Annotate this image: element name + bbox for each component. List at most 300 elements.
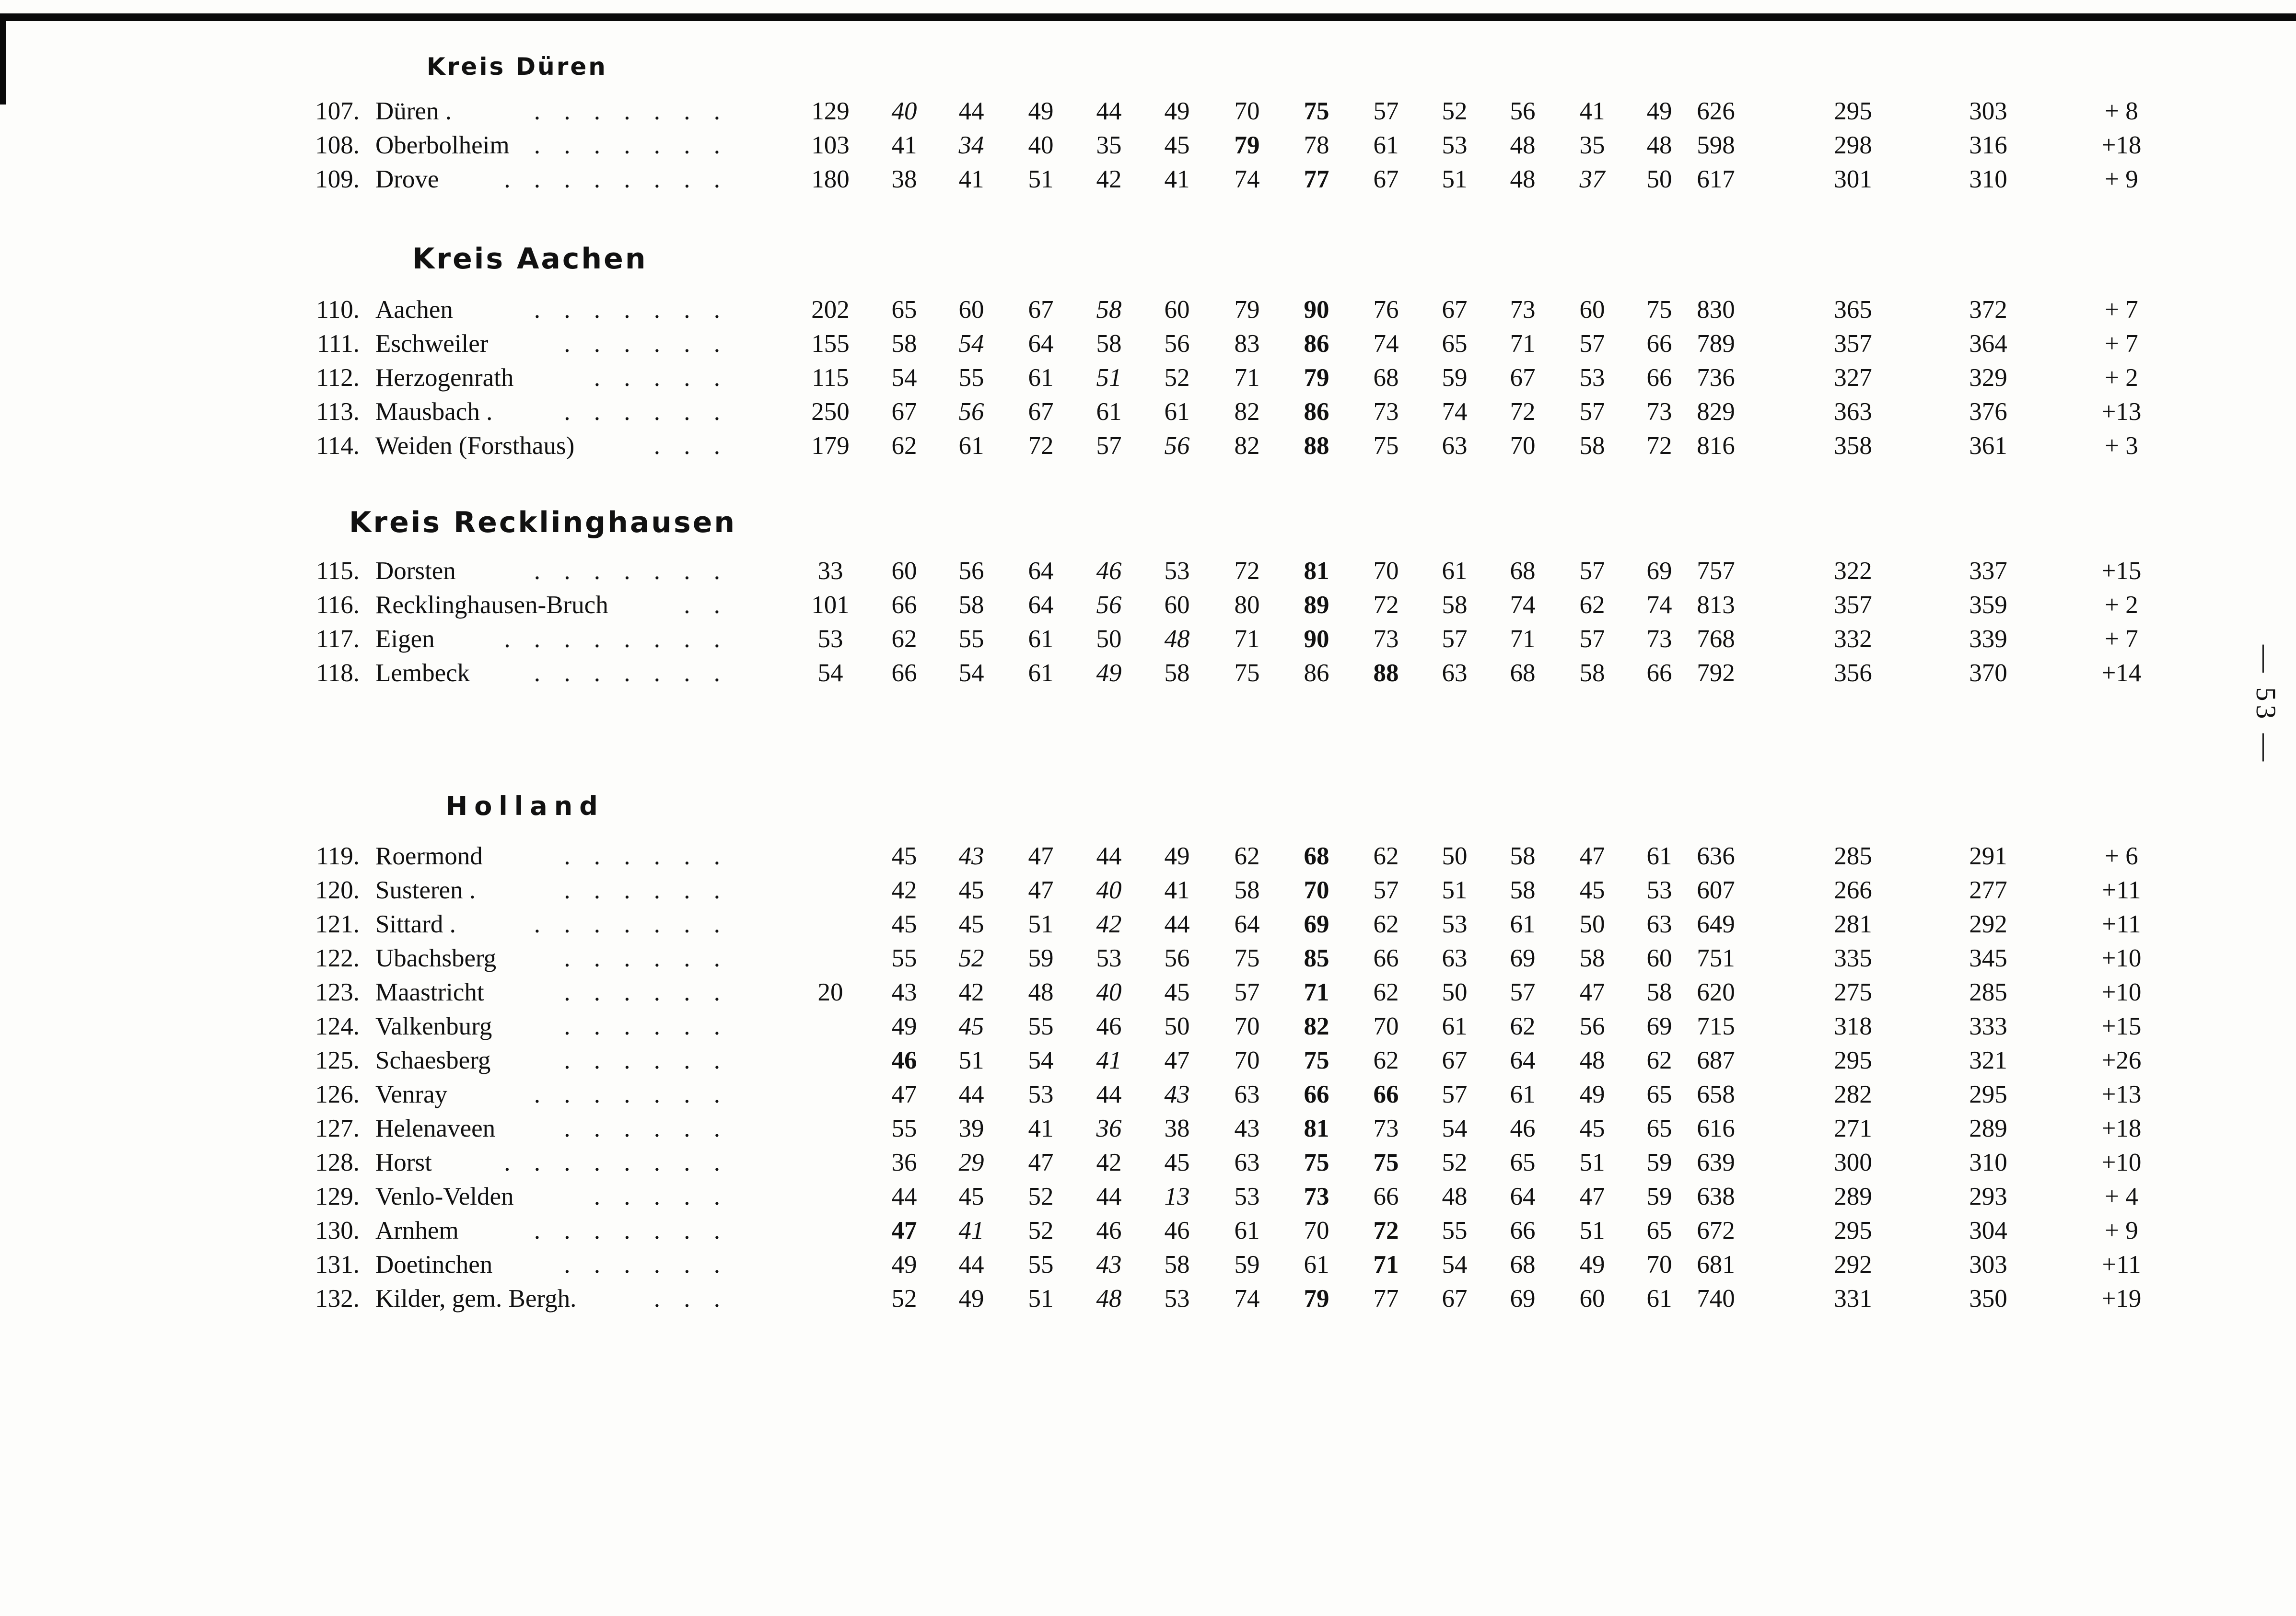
month-value: 66 [891, 659, 917, 687]
month-value: 52 [958, 944, 984, 972]
half-b-value: 292 [1969, 910, 2007, 938]
half-a-value: 282 [1834, 1081, 1872, 1108]
month-value: 55 [958, 364, 984, 392]
month-value: 57 [1579, 330, 1605, 358]
total-value: 658 [1697, 1081, 1735, 1108]
month-value: 61 [1164, 398, 1190, 426]
month-value: 42 [958, 978, 984, 1006]
month-value: 67 [891, 398, 917, 426]
month-value: 66 [1646, 330, 1672, 358]
month-value: 68 [1304, 842, 1329, 870]
total-value: 617 [1697, 165, 1735, 193]
table-row [0, 941, 2296, 976]
month-value: 71 [1234, 625, 1260, 653]
month-value: 44 [958, 1251, 984, 1279]
first-column-value: 202 [811, 296, 850, 324]
month-value: 54 [958, 659, 984, 687]
total-value: 607 [1697, 876, 1735, 904]
month-value: 52 [1164, 364, 1190, 392]
month-value: 57 [1234, 978, 1260, 1006]
difference-value: +19 [2101, 1285, 2142, 1313]
total-value: 789 [1697, 330, 1735, 358]
first-column-value: 250 [811, 398, 850, 426]
row-number: 107. [315, 97, 360, 125]
month-value: 63 [1442, 944, 1468, 972]
month-value: 68 [1510, 659, 1536, 687]
month-value: 57 [1373, 876, 1399, 904]
month-value: 82 [1234, 398, 1260, 426]
month-value: 58 [1510, 842, 1536, 870]
month-value: 58 [1164, 1251, 1190, 1279]
difference-value: +10 [2101, 1149, 2142, 1176]
month-value: 69 [1304, 910, 1329, 938]
table-row [0, 1145, 2296, 1180]
table-row [0, 128, 2296, 163]
half-a-value: 332 [1834, 625, 1872, 653]
month-value: 42 [1096, 910, 1122, 938]
month-value: 44 [1096, 1081, 1122, 1108]
leader-dots: . . . [653, 432, 729, 460]
month-value: 48 [1510, 131, 1536, 159]
place-name: Recklinghausen-Bruch [375, 591, 608, 619]
month-value: 53 [1028, 1081, 1054, 1108]
row-number: 121. [315, 910, 360, 938]
month-value: 61 [1234, 1217, 1260, 1244]
month-value: 52 [1442, 97, 1468, 125]
month-value: 58 [1164, 659, 1190, 687]
total-value: 792 [1697, 659, 1735, 687]
month-value: 45 [958, 876, 984, 904]
month-value: 75 [1373, 1149, 1399, 1176]
total-value: 830 [1697, 296, 1735, 324]
difference-value: + 3 [2105, 432, 2138, 460]
month-value: 64 [1028, 591, 1054, 619]
month-value: 43 [1164, 1081, 1190, 1108]
place-name: Maastricht [375, 978, 484, 1006]
total-value: 751 [1697, 944, 1735, 972]
month-value: 49 [1579, 1251, 1605, 1279]
difference-value: +14 [2101, 659, 2142, 687]
difference-value: + 2 [2105, 364, 2138, 392]
month-value: 70 [1234, 1012, 1260, 1040]
month-value: 44 [891, 1183, 917, 1210]
month-value: 88 [1304, 432, 1329, 460]
month-value: 54 [1442, 1251, 1468, 1279]
month-value: 49 [1028, 97, 1054, 125]
month-value: 56 [1164, 944, 1190, 972]
month-value: 66 [1510, 1217, 1536, 1244]
first-column-value: 101 [811, 591, 850, 619]
leader-dots: . . . . . . [564, 842, 729, 870]
month-value: 75 [1304, 97, 1329, 125]
month-value: 41 [1579, 97, 1605, 125]
place-name: Schaesberg [375, 1046, 491, 1074]
row-number: 108. [315, 131, 360, 159]
total-value: 598 [1697, 131, 1735, 159]
month-value: 49 [1164, 842, 1190, 870]
place-name: Sittard . [375, 910, 456, 938]
first-column-value: 155 [811, 330, 850, 358]
total-value: 616 [1697, 1115, 1735, 1142]
leader-dots: . . . . . . [564, 944, 729, 972]
month-value: 38 [891, 165, 917, 193]
difference-value: + 9 [2105, 1217, 2138, 1244]
table-row [0, 839, 2296, 873]
row-number: 111. [317, 330, 360, 358]
month-value: 68 [1373, 364, 1399, 392]
month-value: 75 [1304, 1046, 1329, 1074]
half-a-value: 295 [1834, 1046, 1872, 1074]
month-value: 67 [1373, 165, 1399, 193]
leader-dots: . . . . . . [564, 978, 729, 1006]
month-value: 62 [1373, 842, 1399, 870]
month-value: 73 [1373, 398, 1399, 426]
month-value: 55 [891, 1115, 917, 1142]
row-number: 130. [315, 1217, 360, 1244]
row-number: 122. [315, 944, 360, 972]
month-value: 71 [1510, 625, 1536, 653]
table-row [0, 588, 2296, 622]
month-value: 82 [1234, 432, 1260, 460]
month-value: 52 [891, 1285, 917, 1313]
month-value: 48 [1510, 165, 1536, 193]
row-number: 120. [315, 876, 360, 904]
half-b-value: 337 [1969, 557, 2007, 585]
first-column-value: 115 [812, 364, 849, 392]
month-value: 62 [1234, 842, 1260, 870]
month-value: 58 [1646, 978, 1672, 1006]
month-value: 76 [1373, 296, 1399, 324]
table-row [0, 395, 2296, 429]
month-value: 66 [1646, 364, 1672, 392]
month-value: 79 [1304, 1285, 1329, 1313]
place-name: Lembeck [375, 659, 470, 687]
month-value: 54 [958, 330, 984, 358]
month-value: 41 [1164, 876, 1190, 904]
month-value: 67 [1510, 364, 1536, 392]
month-value: 61 [1028, 625, 1054, 653]
month-value: 69 [1646, 557, 1672, 585]
half-b-value: 304 [1969, 1217, 2007, 1244]
month-value: 36 [891, 1149, 917, 1176]
total-value: 829 [1697, 398, 1735, 426]
month-value: 72 [1028, 432, 1054, 460]
table-row [0, 94, 2296, 128]
first-column-value: 20 [817, 978, 843, 1006]
half-b-value: 277 [1969, 876, 2007, 904]
total-value: 681 [1697, 1251, 1735, 1279]
month-value: 71 [1234, 364, 1260, 392]
month-value: 51 [1028, 910, 1054, 938]
month-value: 74 [1510, 591, 1536, 619]
difference-value: +26 [2101, 1046, 2142, 1074]
place-name: Ubachsberg [375, 944, 497, 972]
row-number: 110. [316, 296, 360, 324]
table-row [0, 554, 2296, 588]
month-value: 86 [1304, 398, 1329, 426]
month-value: 69 [1646, 1012, 1672, 1040]
month-value: 63 [1234, 1081, 1260, 1108]
leader-dots: . . . . . . . [534, 659, 729, 687]
place-name: Horst [375, 1149, 432, 1176]
month-value: 37 [1579, 165, 1605, 193]
month-value: 42 [891, 876, 917, 904]
month-value: 47 [1579, 842, 1605, 870]
month-value: 49 [1164, 97, 1190, 125]
month-value: 66 [1373, 1081, 1399, 1108]
leader-dots: . . . . . . . . [504, 165, 729, 193]
month-value: 71 [1373, 1251, 1399, 1279]
section-title: Holland [446, 791, 605, 821]
half-a-value: 356 [1834, 659, 1872, 687]
month-value: 73 [1304, 1183, 1329, 1210]
half-a-value: 301 [1834, 165, 1872, 193]
month-value: 71 [1304, 978, 1329, 1006]
month-value: 70 [1646, 1251, 1672, 1279]
month-value: 73 [1646, 398, 1672, 426]
row-number: 109. [315, 165, 360, 193]
total-value: 757 [1697, 557, 1735, 585]
half-b-value: 333 [1969, 1012, 2007, 1040]
month-value: 62 [1373, 910, 1399, 938]
month-value: 59 [1646, 1149, 1672, 1176]
month-value: 49 [958, 1285, 984, 1313]
month-value: 45 [1164, 1149, 1190, 1176]
month-value: 66 [1373, 944, 1399, 972]
total-value: 626 [1697, 97, 1735, 125]
month-value: 45 [891, 842, 917, 870]
month-value: 43 [1096, 1251, 1122, 1279]
month-value: 60 [1164, 591, 1190, 619]
table-row [0, 873, 2296, 907]
month-value: 83 [1234, 330, 1260, 358]
month-value: 48 [1646, 131, 1672, 159]
month-value: 59 [1442, 364, 1468, 392]
month-value: 66 [1373, 1183, 1399, 1210]
month-value: 45 [958, 1012, 984, 1040]
month-value: 68 [1510, 557, 1536, 585]
month-value: 61 [1304, 1251, 1329, 1279]
row-number: 115. [316, 557, 360, 585]
half-b-value: 339 [1969, 625, 2007, 653]
month-value: 58 [891, 330, 917, 358]
half-a-value: 275 [1834, 978, 1872, 1006]
difference-value: + 8 [2105, 97, 2138, 125]
month-value: 38 [1164, 1115, 1190, 1142]
place-name: Oberbolheim [375, 131, 510, 159]
month-value: 56 [958, 557, 984, 585]
month-value: 58 [1096, 330, 1122, 358]
month-value: 35 [1096, 131, 1122, 159]
month-value: 54 [1028, 1046, 1054, 1074]
month-value: 29 [958, 1149, 984, 1176]
leader-dots: . . . . . . . . [504, 1149, 729, 1176]
month-value: 55 [958, 625, 984, 653]
month-value: 41 [958, 1217, 984, 1244]
month-value: 59 [1234, 1251, 1260, 1279]
month-value: 55 [1442, 1217, 1468, 1244]
month-value: 64 [1028, 330, 1054, 358]
leader-dots: . . . . . [594, 1183, 729, 1210]
month-value: 47 [1579, 978, 1605, 1006]
month-value: 41 [958, 165, 984, 193]
difference-value: +11 [2102, 910, 2141, 938]
difference-value: + 7 [2105, 296, 2138, 324]
half-b-value: 291 [1969, 842, 2007, 870]
half-b-value: 370 [1969, 659, 2007, 687]
month-value: 53 [1442, 910, 1468, 938]
month-value: 54 [891, 364, 917, 392]
half-a-value: 318 [1834, 1012, 1872, 1040]
section-title: Kreis Düren [427, 53, 607, 81]
month-value: 74 [1373, 330, 1399, 358]
month-value: 41 [891, 131, 917, 159]
month-value: 69 [1510, 944, 1536, 972]
month-value: 40 [891, 97, 917, 125]
half-b-value: 321 [1969, 1046, 2007, 1074]
total-value: 813 [1697, 591, 1735, 619]
month-value: 85 [1304, 944, 1329, 972]
page-number: — 53 — [2250, 644, 2282, 765]
month-value: 48 [1096, 1285, 1122, 1313]
month-value: 61 [1442, 1012, 1468, 1040]
place-name: Eschweiler [375, 330, 489, 358]
place-name: Mausbach . [375, 398, 493, 426]
difference-value: +18 [2101, 1115, 2142, 1142]
month-value: 68 [1510, 1251, 1536, 1279]
month-value: 44 [1164, 910, 1190, 938]
month-value: 44 [1096, 842, 1122, 870]
month-value: 90 [1304, 296, 1329, 324]
month-value: 67 [1442, 1046, 1468, 1074]
month-value: 55 [1028, 1012, 1054, 1040]
leader-dots: . . [684, 591, 729, 619]
month-value: 75 [1234, 659, 1260, 687]
month-value: 44 [958, 1081, 984, 1108]
leader-dots: . . . . . . [564, 398, 729, 426]
leader-dots: . . . . . . [564, 1251, 729, 1279]
place-name: Drove [375, 165, 439, 193]
month-value: 82 [1304, 1012, 1329, 1040]
place-name: Arnhem [375, 1217, 459, 1244]
leader-dots: . . . . . . . [534, 1081, 729, 1108]
row-number: 114. [316, 432, 360, 460]
month-value: 42 [1096, 1149, 1122, 1176]
month-value: 61 [1028, 659, 1054, 687]
place-name: Susteren . [375, 876, 476, 904]
half-a-value: 271 [1834, 1115, 1872, 1142]
table-row [0, 1009, 2296, 1044]
month-value: 72 [1646, 432, 1672, 460]
month-value: 56 [958, 398, 984, 426]
month-value: 49 [891, 1251, 917, 1279]
difference-value: +11 [2102, 1251, 2141, 1279]
first-column-value: 103 [811, 131, 850, 159]
month-value: 51 [1028, 165, 1054, 193]
table-row [0, 162, 2296, 197]
month-value: 58 [1096, 296, 1122, 324]
half-a-value: 300 [1834, 1149, 1872, 1176]
place-name: Düren . [375, 97, 452, 125]
leader-dots: . . . . . . . [534, 910, 729, 938]
month-value: 65 [1510, 1149, 1536, 1176]
first-column-value: 53 [817, 625, 843, 653]
table-row [0, 292, 2296, 327]
month-value: 74 [1646, 591, 1672, 619]
month-value: 78 [1304, 131, 1329, 159]
row-number: 132. [315, 1285, 360, 1313]
month-value: 90 [1304, 625, 1329, 653]
month-value: 63 [1442, 659, 1468, 687]
half-b-value: 361 [1969, 432, 2007, 460]
leader-dots: . . . . . . [564, 1046, 729, 1074]
month-value: 72 [1373, 1217, 1399, 1244]
total-value: 715 [1697, 1012, 1735, 1040]
row-number: 119. [316, 842, 360, 870]
month-value: 70 [1373, 557, 1399, 585]
half-b-value: 329 [1969, 364, 2007, 392]
row-number: 112. [316, 364, 360, 392]
month-value: 50 [1579, 910, 1605, 938]
month-value: 35 [1579, 131, 1605, 159]
month-value: 65 [1646, 1081, 1672, 1108]
month-value: 43 [891, 978, 917, 1006]
month-value: 63 [1234, 1149, 1260, 1176]
half-b-value: 295 [1969, 1081, 2007, 1108]
month-value: 45 [1579, 1115, 1605, 1142]
half-b-value: 303 [1969, 97, 2007, 125]
total-value: 639 [1697, 1149, 1735, 1176]
month-value: 50 [1096, 625, 1122, 653]
total-value: 649 [1697, 910, 1735, 938]
total-value: 768 [1697, 625, 1735, 653]
month-value: 66 [1304, 1081, 1329, 1108]
month-value: 46 [1096, 557, 1122, 585]
month-value: 81 [1304, 557, 1329, 585]
month-value: 52 [1442, 1149, 1468, 1176]
top-rule [0, 13, 2296, 21]
month-value: 39 [958, 1115, 984, 1142]
month-value: 56 [1164, 330, 1190, 358]
difference-value: + 2 [2105, 591, 2138, 619]
month-value: 57 [1442, 625, 1468, 653]
month-value: 58 [1442, 591, 1468, 619]
left-rule-hook [0, 13, 6, 105]
month-value: 45 [1164, 978, 1190, 1006]
month-value: 44 [1096, 97, 1122, 125]
half-a-value: 295 [1834, 97, 1872, 125]
month-value: 47 [1028, 876, 1054, 904]
month-value: 70 [1234, 97, 1260, 125]
difference-value: +11 [2102, 876, 2141, 904]
month-value: 61 [1510, 910, 1536, 938]
month-value: 61 [1373, 131, 1399, 159]
month-value: 53 [1579, 364, 1605, 392]
half-b-value: 289 [1969, 1115, 2007, 1142]
row-number: 127. [315, 1115, 360, 1142]
month-value: 62 [891, 432, 917, 460]
month-value: 46 [1096, 1217, 1122, 1244]
month-value: 81 [1304, 1115, 1329, 1142]
month-value: 42 [1096, 165, 1122, 193]
month-value: 65 [1646, 1115, 1672, 1142]
month-value: 70 [1373, 1012, 1399, 1040]
row-number: 125. [315, 1046, 360, 1074]
month-value: 47 [891, 1081, 917, 1108]
row-number: 123. [315, 978, 360, 1006]
month-value: 49 [1096, 659, 1122, 687]
place-name: Weiden (Forsthaus) [375, 432, 575, 460]
